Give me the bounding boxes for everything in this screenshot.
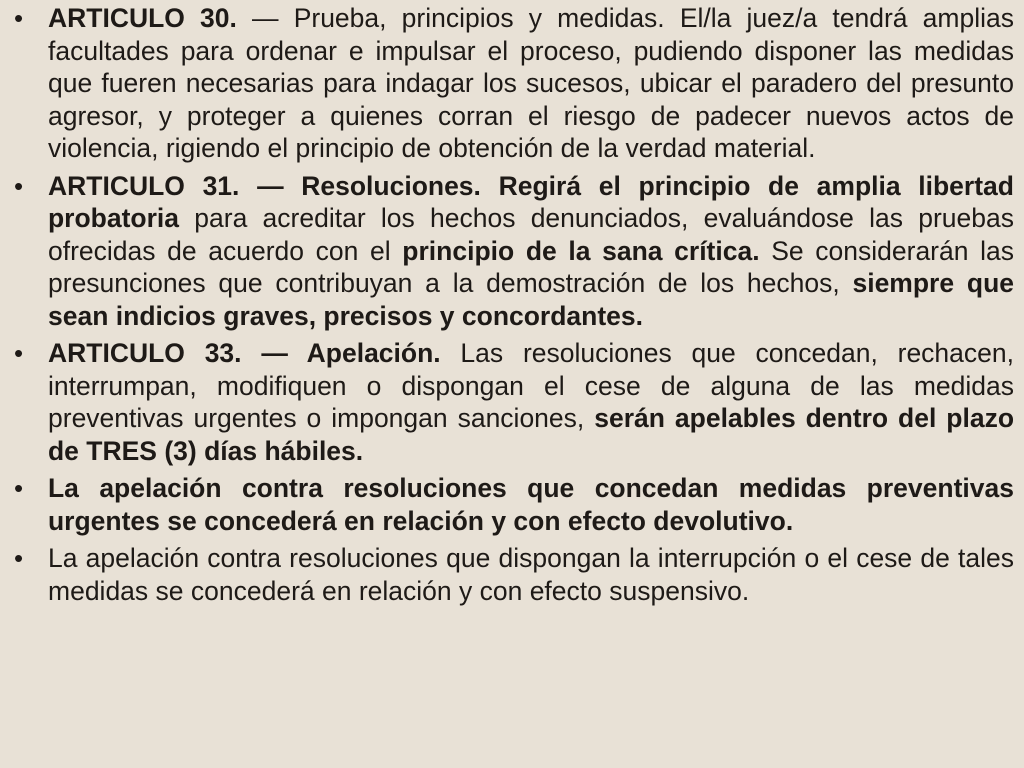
list-item-articulo-30 bbox=[14, 2, 1014, 165]
list-item-apelacion-devolutivo bbox=[14, 472, 1014, 537]
bullet-icon: • bbox=[14, 3, 24, 33]
article-list bbox=[14, 2, 1014, 607]
text-segment: principio de la sana crítica. bbox=[402, 235, 760, 266]
text-segment: serán apelables dentro del plazo de TRES (3) días hábiles. bbox=[48, 403, 1014, 466]
bullet-icon: • bbox=[14, 338, 24, 368]
bullet-icon: • bbox=[14, 473, 24, 503]
text-segment: siempre que sean indicios graves, precisos y concordantes. bbox=[48, 268, 1014, 331]
text-segment: para acreditar los hechos denunciados, evaluándose las pruebas ofrecidas de acuerdo con el bbox=[48, 203, 1014, 266]
text-segment: La apelación contra resoluciones que concedan medidas preventivas urgentes se concederá en relación y con efecto devolutivo. bbox=[48, 473, 1014, 536]
text-segment: ARTICULO 31. — Resoluciones. Regirá el principio de amplia libertad probatoria bbox=[48, 170, 1014, 233]
text-segment: Las resoluciones que concedan, rechacen, interrumpan, modifiquen o dispongan el cese de alguna de las medidas preventivas urgentes o impongan sanciones, bbox=[48, 338, 1014, 433]
list-item-articulo-33 bbox=[14, 337, 1014, 467]
bullet-icon: • bbox=[14, 543, 24, 573]
text-segment: ARTICULO 33. — Apelación. bbox=[48, 338, 441, 368]
text-segment: ARTICULO 30. bbox=[48, 3, 237, 33]
bullet-icon: • bbox=[14, 170, 24, 201]
text-segment: — Prueba, principios y medidas. El/la juez/a tendrá amplias facultades para ordenar e impulsar el proceso, pudiendo disponer las medidas que fueren necesarias para indagar los sucesos, ubicar el paradero del presunto agresor, y proteger a quienes corran el riesgo de padecer nuevos actos de violencia, rigiendo el principio de obtención de la verdad material. bbox=[48, 3, 1014, 163]
list-item-apelacion-suspensivo bbox=[14, 542, 1014, 607]
text-segment: Se considerarán las presunciones que contribuyan a la demostración de los hechos, bbox=[48, 235, 1014, 298]
text-segment: La apelación contra resoluciones que dispongan la interrupción o el cese de tales medidas se concederá en relación y con efecto suspensivo. bbox=[48, 543, 1014, 606]
list-item-articulo-31 bbox=[14, 170, 1014, 333]
